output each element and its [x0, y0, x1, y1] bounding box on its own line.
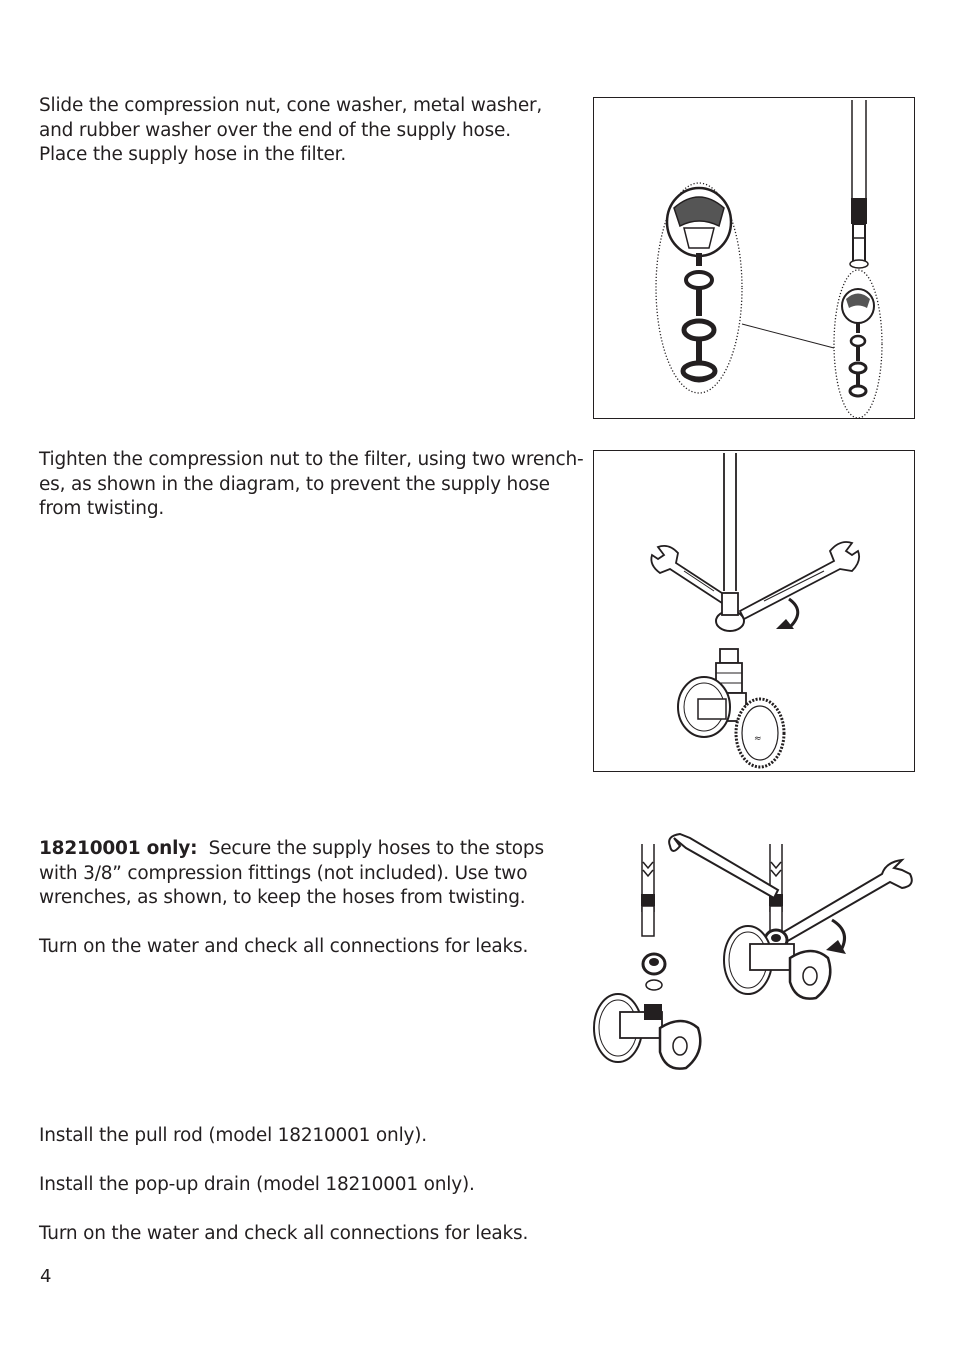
text-line: Tighten the compression nut to the filter, using two wrench-	[39, 449, 584, 470]
list-item: Install the pop-up drain (model 18210001 only).	[39, 1174, 475, 1195]
text-line: from twisting.	[39, 498, 165, 519]
stops-illustration	[590, 832, 920, 1078]
stops-wrenches-diagram	[590, 832, 920, 1078]
instruction-secure-hoses	[39, 837, 544, 960]
washers-illustration	[594, 98, 914, 418]
wrenches-filter-diagram	[593, 450, 915, 772]
text-line: es, as shown in the diagram, to prevent the supply hose	[39, 473, 550, 495]
svg-text:≈: ≈	[754, 734, 762, 744]
text-line	[39, 1198, 528, 1223]
instruction-tighten-nut	[39, 448, 584, 522]
list-item: Turn on the water and check all connections for leaks.	[39, 1223, 529, 1244]
text-line	[39, 1149, 528, 1174]
washers-diagram	[593, 97, 915, 419]
text-line: Turn on the water and check all connections for leaks.	[39, 936, 529, 957]
text-line: with 3/8” compression fittings (not included). Use two	[39, 862, 528, 884]
text-line: and rubber washer over the end of the supply hose.	[39, 119, 511, 141]
text-line	[39, 911, 544, 936]
list-item: Install the pull rod (model 18210001 only).	[39, 1125, 427, 1146]
wrenches-illustration	[594, 451, 914, 771]
model-note: 18210001 only:	[39, 838, 198, 859]
instruction-slide-washers	[39, 94, 542, 168]
final-steps	[39, 1124, 528, 1247]
text-line: wrenches, as shown, to keep the hoses from twisting.	[39, 887, 526, 908]
page-number: 4	[40, 1266, 52, 1287]
text-line: Place the supply hose in the filter.	[39, 144, 347, 165]
text-line	[39, 837, 544, 862]
text-line: Slide the compression nut, cone washer, metal washer,	[39, 95, 543, 116]
text-fragment: Secure the supply hoses to the stops	[197, 838, 544, 859]
